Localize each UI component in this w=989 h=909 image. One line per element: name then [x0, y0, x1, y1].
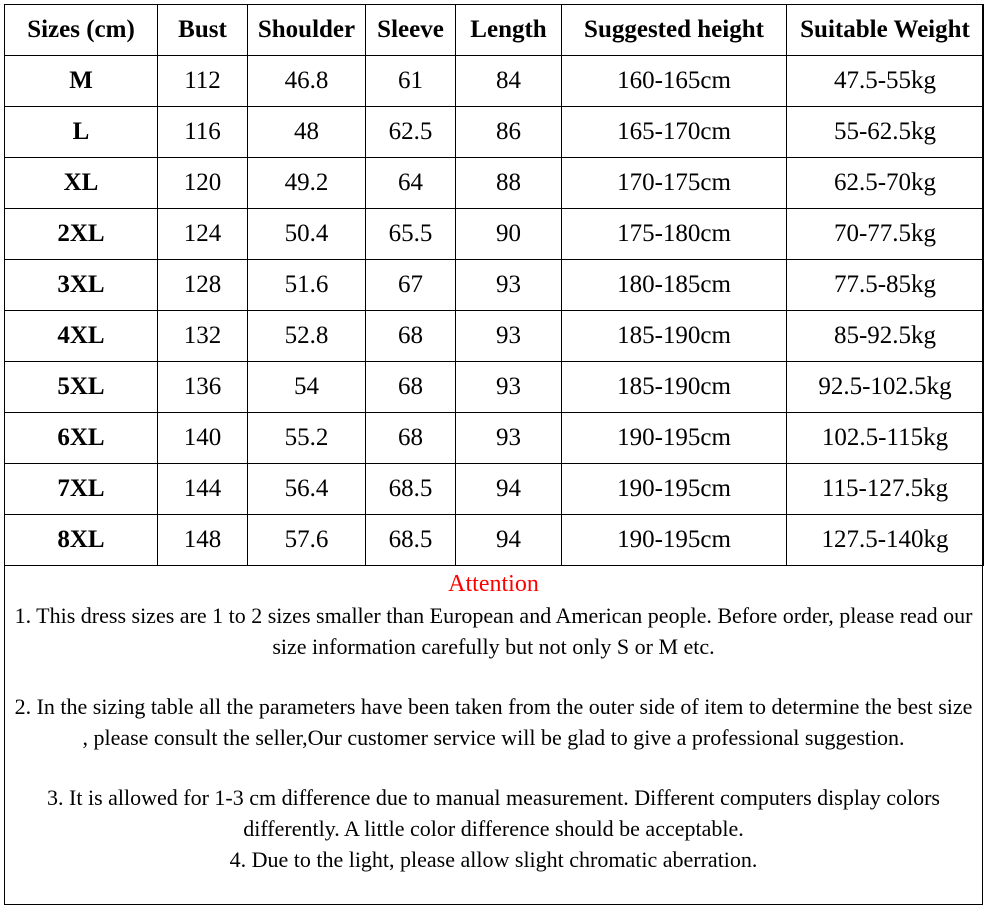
cell-length: 90 [456, 209, 562, 260]
cell-sleeve: 65.5 [366, 209, 456, 260]
cell-sleeve: 68 [366, 362, 456, 413]
size-table [4, 4, 984, 566]
cell-length: 86 [456, 107, 562, 158]
cell-length: 88 [456, 158, 562, 209]
cell-suitable-weight: 102.5-115kg [787, 413, 984, 464]
cell-size: 5XL [5, 362, 158, 413]
cell-suitable-weight: 77.5-85kg [787, 260, 984, 311]
cell-size: 7XL [5, 464, 158, 515]
cell-suggested-height: 185-190cm [562, 362, 787, 413]
cell-bust: 124 [158, 209, 248, 260]
cell-suggested-height: 190-195cm [562, 515, 787, 566]
cell-size: XL [5, 158, 158, 209]
header-length: Length [456, 5, 562, 56]
cell-length: 84 [456, 56, 562, 107]
cell-sleeve: 68 [366, 413, 456, 464]
cell-suggested-height: 190-195cm [562, 413, 787, 464]
cell-shoulder: 51.6 [248, 260, 366, 311]
cell-suggested-height: 170-175cm [562, 158, 787, 209]
cell-size: M [5, 56, 158, 107]
table-row [5, 413, 984, 464]
table-row [5, 311, 984, 362]
cell-suitable-weight: 62.5-70kg [787, 158, 984, 209]
note-item: 4. Due to the light, please allow slight chromatic aberration. [229, 847, 758, 872]
cell-shoulder: 55.2 [248, 413, 366, 464]
cell-suitable-weight: 70-77.5kg [787, 209, 984, 260]
cell-bust: 148 [158, 515, 248, 566]
header-sleeve: Sleeve [366, 5, 456, 56]
cell-length: 94 [456, 515, 562, 566]
cell-bust: 116 [158, 107, 248, 158]
cell-bust: 128 [158, 260, 248, 311]
table-row [5, 56, 984, 107]
header-bust: Bust [158, 5, 248, 56]
cell-size: 4XL [5, 311, 158, 362]
note-item: 2. In the sizing table all the parameters have been taken from the outer side of item to determine the best size , please consult the seller,Our customer service will be glad to give a professional suggestion. [14, 694, 973, 750]
table-row [5, 260, 984, 311]
cell-size: 3XL [5, 260, 158, 311]
cell-suggested-height: 165-170cm [562, 107, 787, 158]
cell-shoulder: 49.2 [248, 158, 366, 209]
table-header-row [5, 5, 984, 56]
cell-suitable-weight: 85-92.5kg [787, 311, 984, 362]
note-item: 3. It is allowed for 1-3 cm difference due to manual measurement. Different computers display colors differently. A little color difference should be acceptable. [47, 785, 940, 841]
cell-sleeve: 64 [366, 158, 456, 209]
table-row [5, 464, 984, 515]
cell-sleeve: 68.5 [366, 515, 456, 566]
header-suggested-height: Suggested height [562, 5, 787, 56]
cell-shoulder: 54 [248, 362, 366, 413]
cell-shoulder: 46.8 [248, 56, 366, 107]
header-shoulder: Shoulder [248, 5, 366, 56]
note-item: 1. This dress sizes are 1 to 2 sizes smaller than European and American people. Before order, please read our size information carefully but not only S or M etc. [14, 603, 973, 659]
cell-length: 93 [456, 362, 562, 413]
table-row [5, 515, 984, 566]
table-row [5, 209, 984, 260]
cell-bust: 120 [158, 158, 248, 209]
cell-suggested-height: 190-195cm [562, 464, 787, 515]
cell-suitable-weight: 92.5-102.5kg [787, 362, 984, 413]
header-sizes: Sizes (cm) [5, 5, 158, 56]
cell-size: 6XL [5, 413, 158, 464]
cell-shoulder: 48 [248, 107, 366, 158]
cell-shoulder: 57.6 [248, 515, 366, 566]
cell-suggested-height: 180-185cm [562, 260, 787, 311]
cell-length: 93 [456, 311, 562, 362]
cell-suitable-weight: 127.5-140kg [787, 515, 984, 566]
cell-size: 2XL [5, 209, 158, 260]
cell-size: L [5, 107, 158, 158]
table-row [5, 107, 984, 158]
cell-bust: 132 [158, 311, 248, 362]
cell-sleeve: 67 [366, 260, 456, 311]
cell-bust: 140 [158, 413, 248, 464]
cell-bust: 112 [158, 56, 248, 107]
header-suitable-weight: Suitable Weight [787, 5, 984, 56]
cell-suitable-weight: 55-62.5kg [787, 107, 984, 158]
cell-sleeve: 62.5 [366, 107, 456, 158]
cell-suggested-height: 185-190cm [562, 311, 787, 362]
cell-shoulder: 56.4 [248, 464, 366, 515]
cell-shoulder: 50.4 [248, 209, 366, 260]
cell-size: 8XL [5, 515, 158, 566]
cell-bust: 136 [158, 362, 248, 413]
cell-suitable-weight: 115-127.5kg [787, 464, 984, 515]
cell-sleeve: 61 [366, 56, 456, 107]
attention-title: Attention [448, 571, 539, 597]
cell-sleeve: 68 [366, 311, 456, 362]
cell-suitable-weight: 47.5-55kg [787, 56, 984, 107]
cell-sleeve: 68.5 [366, 464, 456, 515]
table-row [5, 158, 984, 209]
cell-suggested-height: 160-165cm [562, 56, 787, 107]
table-row [5, 362, 984, 413]
cell-length: 93 [456, 413, 562, 464]
cell-length: 94 [456, 464, 562, 515]
attention-notes [4, 566, 983, 905]
cell-shoulder: 52.8 [248, 311, 366, 362]
cell-bust: 144 [158, 464, 248, 515]
cell-suggested-height: 175-180cm [562, 209, 787, 260]
cell-length: 93 [456, 260, 562, 311]
